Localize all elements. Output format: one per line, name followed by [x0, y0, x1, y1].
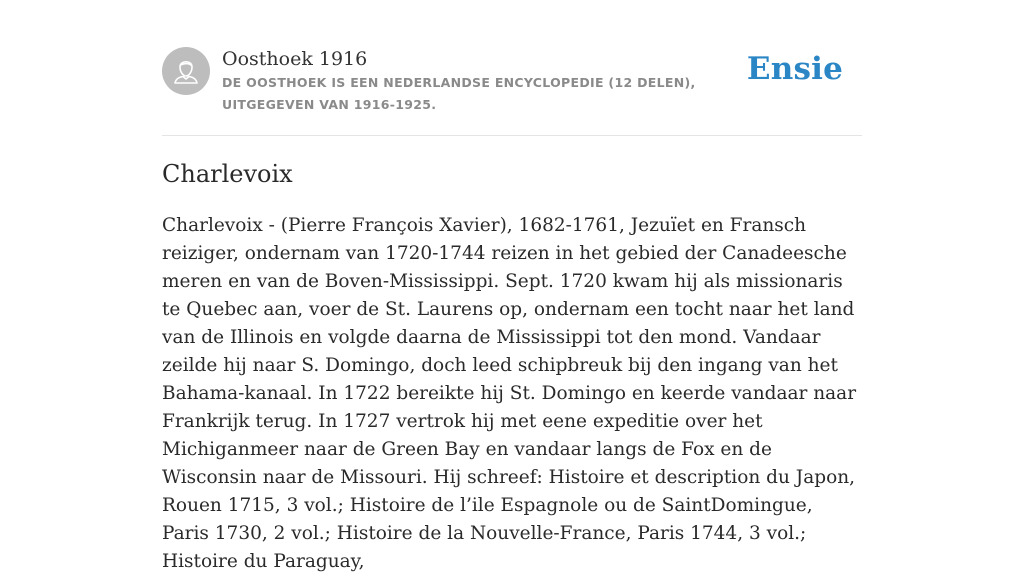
header-divider [162, 135, 862, 136]
brand-logo[interactable]: Ensie [746, 51, 843, 87]
entry-title: Charlevoix [162, 160, 293, 188]
avatar[interactable] [162, 47, 210, 95]
source-title[interactable]: Oosthoek 1916 [222, 48, 368, 70]
entry-body: Charlevoix - (Pierre François Xavier), 1682-1761, Jezuïet en Fransch reiziger, ondernam van 1720-1744 reizen in het gebied der Canadeesche meren en van de Boven-Mississippi. Sept. 1720 kwam hij als missionaris te Quebec aan, voer de St. Laurens op, ondernam een tocht naar het land van de Illinois en volgde daarna de Mississippi tot den mond. Vandaar zeilde hij naar S. Domingo, doch leed schipbreuk bij den ingang van het Bahama-kanaal. In 1722 bereikte hij St. Domingo en keerde vandaar naar Frankrijk terug. In 1727 vertrok hij met eene expeditie over het Michiganmeer naar de Green Bay en vandaar langs de Fox en de Wisconsin naar de Missouri. Hij schreef: Histoire et description du Japon, Rouen 1715, 3 vol.; Histoire de l’ile Espagnole ou de SaintDomingue, Paris 1730, 2 vol.; Histoire de la Nouvelle-France, Paris 1744, 3 vol.; Histoire du Paraguay, [162, 215, 857, 572]
source-header [162, 47, 862, 135]
source-description: DE OOSTHOEK IS EEN NEDERLANDSE ENCYCLOPEDIE (12 DELEN), UITGEGEVEN VAN 1916-1925. [222, 75, 696, 112]
user-placeholder-icon [162, 47, 210, 95]
